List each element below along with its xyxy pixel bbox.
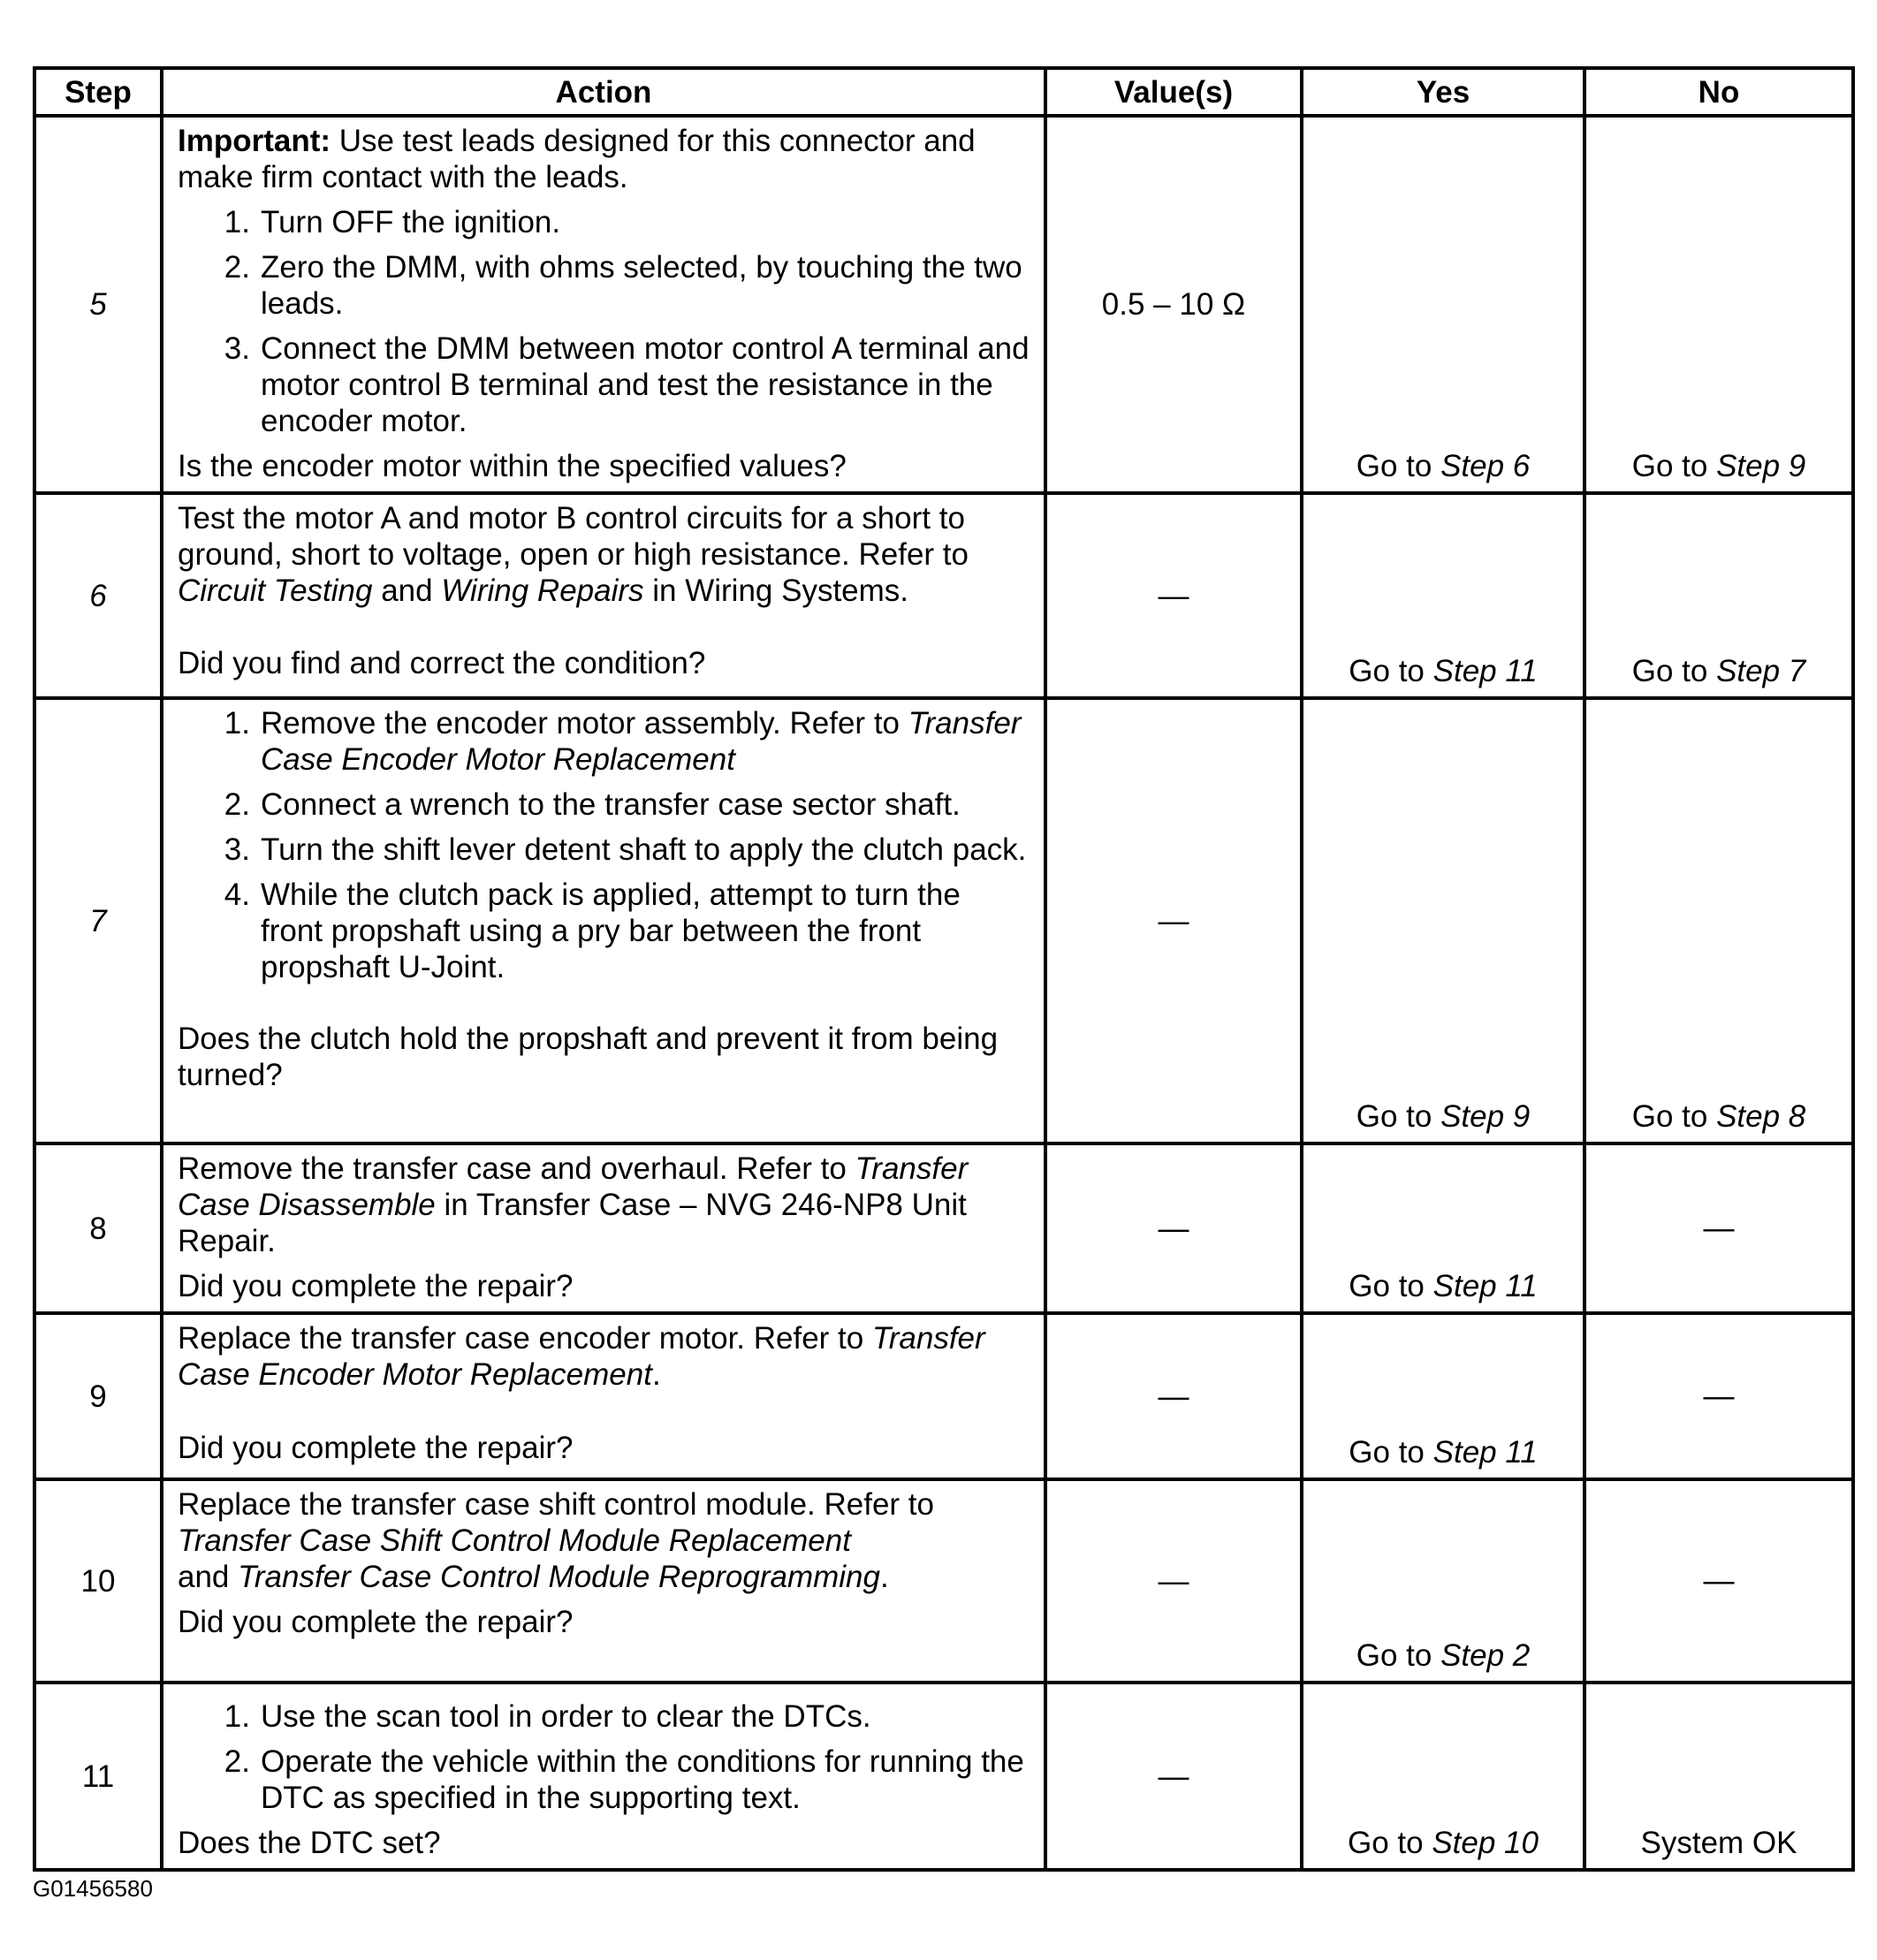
no-value: System OK xyxy=(1640,1826,1797,1860)
table-row-step-10 xyxy=(34,1479,1853,1683)
list-number: 2. xyxy=(224,250,250,285)
action-cell xyxy=(162,1143,1045,1313)
goto-step-link[interactable]: Step 11 xyxy=(1432,654,1538,688)
action-text: Replace the transfer case encoder motor. Refer to Transfer Case Encoder Motor Replacement. xyxy=(178,1321,985,1392)
list-text: Zero the DMM, with ohms selected, by touching the two leads. xyxy=(261,250,1022,321)
no-value: — xyxy=(1703,1211,1735,1246)
step-number: 6 xyxy=(34,493,162,698)
table-row-step-7 xyxy=(34,698,1853,1143)
no-cell xyxy=(1584,493,1853,698)
goto-prefix: Go to xyxy=(1356,1099,1441,1134)
list-item xyxy=(178,705,1030,778)
list-text: Connect the DMM between motor control A terminal and motor control B terminal and test the resistance in the encoder motor. xyxy=(261,331,1030,438)
step-number: 8 xyxy=(34,1143,162,1313)
reference-link[interactable]: Wiring Repairs xyxy=(441,574,644,608)
value-cell: — xyxy=(1045,1683,1302,1870)
goto-prefix: Go to xyxy=(1349,1269,1433,1303)
list-text: Operate the vehicle within the conditions for running the DTC as specified in the supporting text. xyxy=(261,1744,1024,1815)
header-no: No xyxy=(1584,68,1853,116)
table-row-step-5 xyxy=(34,116,1853,493)
question-text: Did you find and correct the condition? xyxy=(178,646,706,680)
table-row-step-8 xyxy=(34,1143,1853,1313)
reference-link[interactable]: Transfer Case Disassemble xyxy=(178,1151,969,1222)
yes-cell xyxy=(1302,1479,1584,1683)
list-item xyxy=(178,877,1030,985)
important-note xyxy=(178,123,1030,195)
action-text: Test the motor A and motor B control circuits for a short to ground, short to voltage, open or high resistance. Refer to Circuit Testing and Wiring Repairs in Wiring Systems. xyxy=(178,501,969,608)
question-text: Is the encoder motor within the specified values? xyxy=(178,449,847,483)
goto-step-link[interactable]: Step 11 xyxy=(1432,1269,1538,1303)
reference-link[interactable]: Transfer Case Shift Control Module Replacement xyxy=(178,1523,851,1558)
goto-prefix: Go to xyxy=(1349,654,1433,688)
action-cell xyxy=(162,1683,1045,1870)
action-cell xyxy=(162,1479,1045,1683)
goto-prefix: Go to xyxy=(1356,449,1441,483)
header-step: Step xyxy=(34,68,162,116)
no-cell xyxy=(1584,116,1853,493)
goto-prefix: Go to xyxy=(1631,654,1717,688)
yes-cell xyxy=(1302,116,1584,493)
no-value: — xyxy=(1703,1379,1735,1414)
step-number: 10 xyxy=(34,1479,162,1683)
reference-link[interactable]: Transfer Case Control Module Reprogramming xyxy=(238,1560,880,1594)
list-item xyxy=(178,1743,1030,1816)
list-number: 3. xyxy=(224,331,250,366)
list-item xyxy=(178,786,1030,823)
important-label: Important: xyxy=(178,124,331,158)
value-cell: 0.5 – 10 Ω xyxy=(1045,116,1302,493)
list-number: 1. xyxy=(224,205,250,239)
no-value: — xyxy=(1703,1563,1735,1599)
question-text: Did you complete the repair? xyxy=(178,1431,574,1465)
reference-link[interactable]: Circuit Testing xyxy=(178,574,373,608)
value-cell: — xyxy=(1045,1143,1302,1313)
list-item xyxy=(178,204,1030,240)
figure-id: G01456580 xyxy=(33,1875,153,1902)
list-text: Turn the shift lever detent shaft to apply the clutch pack. xyxy=(261,832,1027,867)
header-action: Action xyxy=(162,68,1045,116)
header-yes: Yes xyxy=(1302,68,1584,116)
table-row-step-9 xyxy=(34,1313,1853,1479)
action-cell xyxy=(162,1313,1045,1479)
goto-prefix: Go to xyxy=(1349,1435,1433,1470)
question-text: Did you complete the repair? xyxy=(178,1269,574,1303)
value-cell: — xyxy=(1045,493,1302,698)
list-item xyxy=(178,832,1030,868)
step-number: 11 xyxy=(34,1683,162,1870)
list-item xyxy=(178,249,1030,322)
step-number: 9 xyxy=(34,1313,162,1479)
diagnostic-table xyxy=(33,66,1855,1872)
goto-step-link[interactable]: Step 9 xyxy=(1716,449,1806,483)
goto-prefix: Go to xyxy=(1348,1826,1432,1860)
list-number: 3. xyxy=(224,832,250,867)
list-number: 4. xyxy=(224,877,250,912)
list-number: 2. xyxy=(224,1744,250,1779)
table-row-step-11 xyxy=(34,1683,1853,1870)
yes-cell xyxy=(1302,493,1584,698)
action-text: Replace the transfer case shift control module. Refer to Transfer Case Shift Control Module Replacement and Transfer Case Control Module Reprogramming. xyxy=(178,1487,934,1594)
list-item xyxy=(178,330,1030,439)
goto-prefix: Go to xyxy=(1631,449,1717,483)
action-text: Remove the transfer case and overhaul. Refer to Transfer Case Disassemble in Transfer Case – NVG 246-NP8 Unit Repair. xyxy=(178,1151,969,1258)
action-cell xyxy=(162,116,1045,493)
list-text: Turn OFF the ignition. xyxy=(261,205,561,239)
question-text: Does the clutch hold the propshaft and prevent it from being turned? xyxy=(178,1022,999,1092)
value-cell: — xyxy=(1045,1313,1302,1479)
value-cell: — xyxy=(1045,1479,1302,1683)
list-number: 2. xyxy=(224,787,250,822)
action-cell xyxy=(162,493,1045,698)
no-cell xyxy=(1584,698,1853,1143)
important-text: Use test leads designed for this connector and make firm contact with the leads. xyxy=(178,124,976,194)
no-cell xyxy=(1584,1313,1853,1479)
list-text: While the clutch pack is applied, attempt to turn the front propshaft using a pry bar between the front propshaft U-Joint. xyxy=(261,877,961,984)
goto-step-link[interactable]: Step 11 xyxy=(1432,1435,1538,1470)
list-text: Connect a wrench to the transfer case sector shaft. xyxy=(261,787,961,822)
goto-step-link[interactable]: Step 2 xyxy=(1440,1638,1531,1673)
goto-step-link[interactable]: Step 6 xyxy=(1440,449,1531,483)
step-number: 5 xyxy=(34,116,162,493)
reference-link[interactable]: Transfer Case Encoder Motor Replacement xyxy=(178,1321,985,1392)
list-text: Use the scan tool in order to clear the DTCs. xyxy=(261,1699,871,1734)
diagnostic-table-container xyxy=(33,66,1851,1872)
table-row-step-6 xyxy=(34,493,1853,698)
goto-step-link[interactable]: Step 7 xyxy=(1716,654,1806,688)
no-cell xyxy=(1584,1683,1853,1870)
no-cell xyxy=(1584,1143,1853,1313)
goto-step-link[interactable]: Step 9 xyxy=(1440,1099,1531,1134)
value-cell: — xyxy=(1045,698,1302,1143)
list-number: 1. xyxy=(224,706,250,741)
goto-step-link[interactable]: Step 8 xyxy=(1716,1099,1806,1134)
yes-cell xyxy=(1302,1143,1584,1313)
no-cell xyxy=(1584,1479,1853,1683)
header-row xyxy=(34,68,1853,116)
list-item xyxy=(178,1698,1030,1735)
goto-prefix: Go to xyxy=(1631,1099,1717,1134)
goto-step-link[interactable]: Step 10 xyxy=(1432,1826,1539,1860)
goto-prefix: Go to xyxy=(1356,1638,1441,1673)
header-values: Value(s) xyxy=(1045,68,1302,116)
list-text: Remove the encoder motor assembly. Refer to Transfer Case Encoder Motor Replacement xyxy=(261,706,1022,777)
yes-cell xyxy=(1302,1683,1584,1870)
yes-cell xyxy=(1302,1313,1584,1479)
step-number: 7 xyxy=(34,698,162,1143)
reference-link[interactable]: Transfer Case Encoder Motor Replacement xyxy=(261,706,1022,777)
action-cell xyxy=(162,698,1045,1143)
list-number: 1. xyxy=(224,1699,250,1734)
question-text: Did you complete the repair? xyxy=(178,1605,574,1639)
yes-cell xyxy=(1302,698,1584,1143)
question-text: Does the DTC set? xyxy=(178,1826,441,1860)
